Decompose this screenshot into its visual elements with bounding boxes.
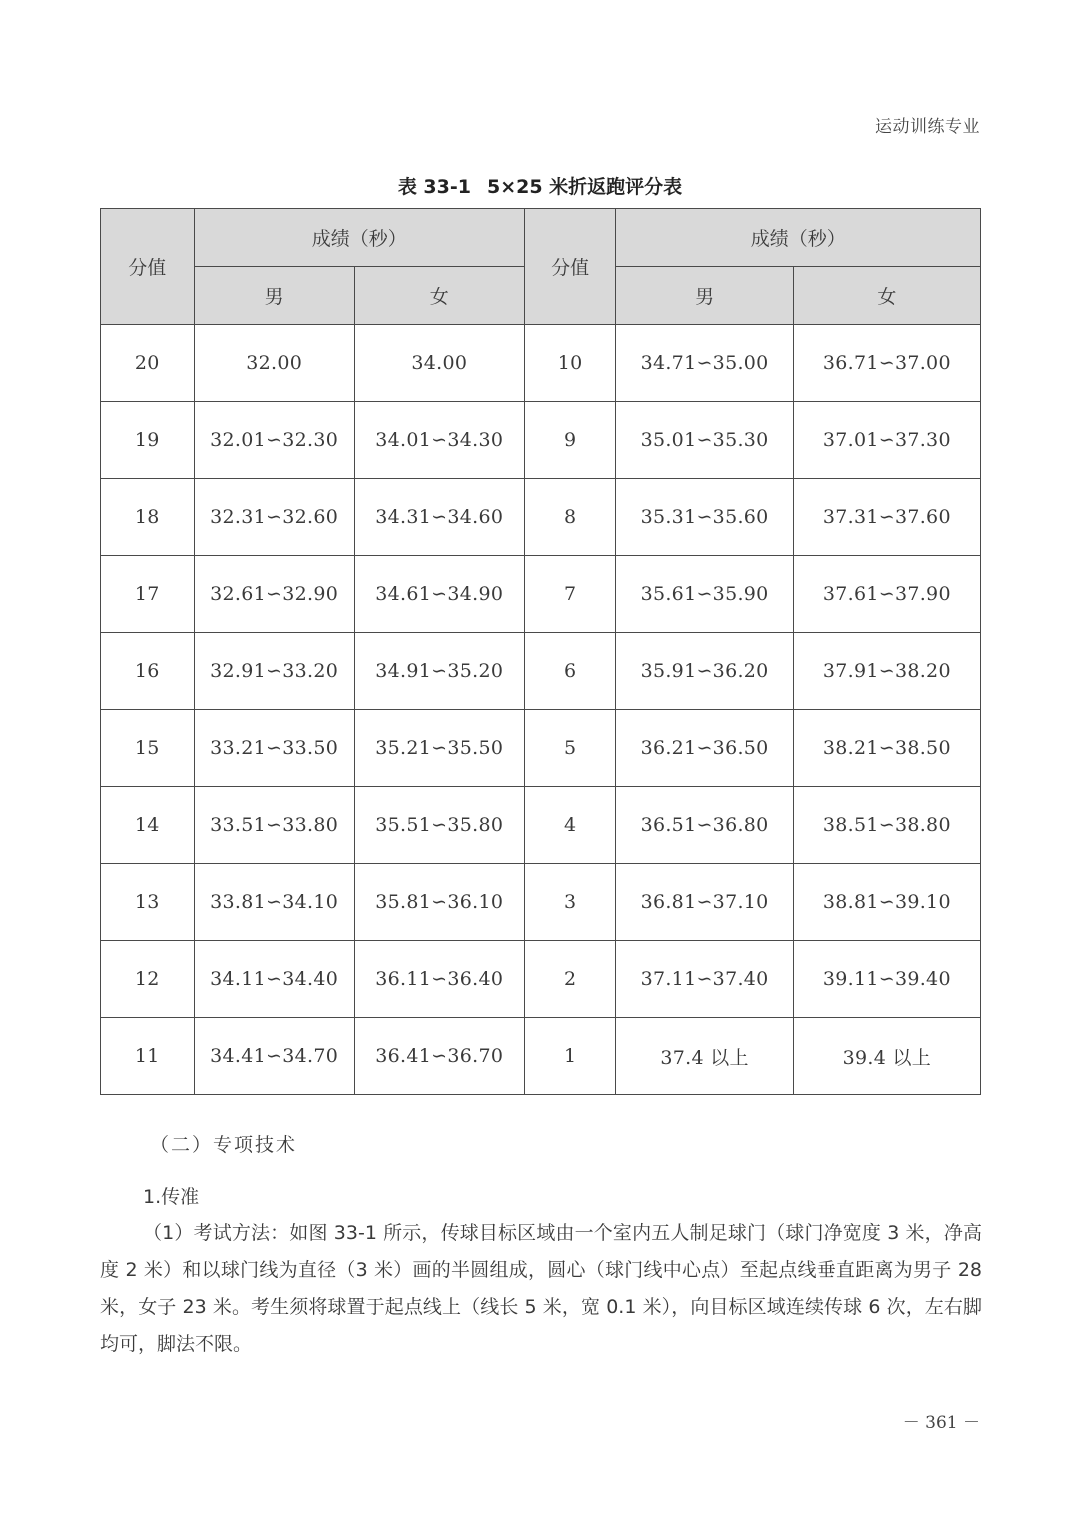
cell-left-female: 36.41∽36.70	[354, 1018, 524, 1095]
cell-left-male: 34.41∽34.70	[194, 1018, 354, 1095]
cell-left-score: 20	[101, 325, 195, 402]
cell-left-score: 17	[101, 556, 195, 633]
cell-right-male: 35.01∽35.30	[616, 402, 793, 479]
header-score-right: 分值	[524, 209, 616, 325]
cell-right-female: 39.4 以上	[793, 1018, 980, 1095]
cell-left-male: 32.01∽32.30	[194, 402, 354, 479]
cell-right-female: 37.61∽37.90	[793, 556, 980, 633]
cell-right-score: 10	[524, 325, 616, 402]
cell-left-score: 14	[101, 787, 195, 864]
cell-right-male: 35.31∽35.60	[616, 479, 793, 556]
cell-left-female: 35.21∽35.50	[354, 710, 524, 787]
body-paragraph: （1）考试方法：如图 33-1 所示，传球目标区域由一个室内五人制足球门（球门净宽度 3 米，净高度 2 米）和以球门线为直径（3 米）画的半圆组成，圆心（球门线中心点）至起点线垂直距离为男子 28 米，女子 23 米。考生须将球置于起点线上（线长 5 米，宽 0.1 米），向目标区域连续传球 6 次，左右脚均可，脚法不限。	[100, 1222, 982, 1355]
cell-left-score: 13	[101, 864, 195, 941]
cell-left-female: 35.51∽35.80	[354, 787, 524, 864]
cell-right-female: 38.21∽38.50	[793, 710, 980, 787]
section-heading: （二）专项技术	[150, 1134, 298, 1156]
cell-left-female: 34.01∽34.30	[354, 402, 524, 479]
table-row	[101, 864, 981, 941]
cell-right-female: 37.91∽38.20	[793, 633, 980, 710]
table-header	[101, 209, 981, 325]
cell-left-female: 34.61∽34.90	[354, 556, 524, 633]
cell-left-female: 34.91∽35.20	[354, 633, 524, 710]
cell-right-male: 35.61∽35.90	[616, 556, 793, 633]
cell-left-score: 15	[101, 710, 195, 787]
cell-right-female: 38.51∽38.80	[793, 787, 980, 864]
cell-right-score: 5	[524, 710, 616, 787]
table-row	[101, 710, 981, 787]
cell-right-male: 35.91∽36.20	[616, 633, 793, 710]
cell-right-score: 9	[524, 402, 616, 479]
header-female-left: 女	[354, 267, 524, 325]
header-male-left: 男	[194, 267, 354, 325]
cell-right-score: 7	[524, 556, 616, 633]
table-row	[101, 787, 981, 864]
cell-right-male: 37.11∽37.40	[616, 941, 793, 1018]
cell-right-male: 37.4 以上	[616, 1018, 793, 1095]
cell-left-female: 35.81∽36.10	[354, 864, 524, 941]
table-row	[101, 556, 981, 633]
cell-right-score: 6	[524, 633, 616, 710]
cell-left-male: 32.91∽33.20	[194, 633, 354, 710]
cell-right-male: 36.81∽37.10	[616, 864, 793, 941]
header-result-left: 成绩（秒）	[194, 209, 524, 267]
cell-right-male: 36.51∽36.80	[616, 787, 793, 864]
table-title	[0, 172, 1080, 199]
header-score-left: 分值	[101, 209, 195, 325]
table-row	[101, 941, 981, 1018]
header-result-right: 成绩（秒）	[616, 209, 981, 267]
cell-right-score: 2	[524, 941, 616, 1018]
table-title-number: 表 33-1	[397, 176, 471, 198]
cell-right-female: 37.01∽37.30	[793, 402, 980, 479]
table-row	[101, 325, 981, 402]
cell-right-score: 1	[524, 1018, 616, 1095]
table-row	[101, 633, 981, 710]
cell-right-female: 36.71∽37.00	[793, 325, 980, 402]
header-female-right: 女	[793, 267, 980, 325]
cell-right-score: 4	[524, 787, 616, 864]
cell-left-male: 32.61∽32.90	[194, 556, 354, 633]
sub-heading: 1.传准	[143, 1186, 200, 1208]
cell-left-score: 11	[101, 1018, 195, 1095]
cell-right-score: 3	[524, 864, 616, 941]
cell-left-male: 33.81∽34.10	[194, 864, 354, 941]
cell-right-female: 38.81∽39.10	[793, 864, 980, 941]
cell-left-male: 34.11∽34.40	[194, 941, 354, 1018]
cell-left-female: 36.11∽36.40	[354, 941, 524, 1018]
cell-left-score: 16	[101, 633, 195, 710]
cell-right-male: 36.21∽36.50	[616, 710, 793, 787]
cell-left-score: 12	[101, 941, 195, 1018]
page-number: － 361 －	[902, 1413, 980, 1433]
running-header: 运动训练专业	[875, 117, 980, 137]
table-body	[101, 325, 981, 1095]
cell-right-male: 34.71∽35.00	[616, 325, 793, 402]
header-male-right: 男	[616, 267, 793, 325]
cell-left-female: 34.31∽34.60	[354, 479, 524, 556]
cell-right-female: 37.31∽37.60	[793, 479, 980, 556]
score-table	[100, 208, 981, 1095]
cell-left-score: 18	[101, 479, 195, 556]
table-row	[101, 1018, 981, 1095]
table-row	[101, 479, 981, 556]
cell-right-female: 39.11∽39.40	[793, 941, 980, 1018]
cell-left-male: 33.51∽33.80	[194, 787, 354, 864]
table-title-text: 5×25 米折返跑评分表	[486, 176, 683, 198]
cell-left-female: 34.00	[354, 325, 524, 402]
cell-left-male: 33.21∽33.50	[194, 710, 354, 787]
cell-right-score: 8	[524, 479, 616, 556]
cell-left-score: 19	[101, 402, 195, 479]
table-row	[101, 402, 981, 479]
cell-left-male: 32.31∽32.60	[194, 479, 354, 556]
cell-left-male: 32.00	[194, 325, 354, 402]
